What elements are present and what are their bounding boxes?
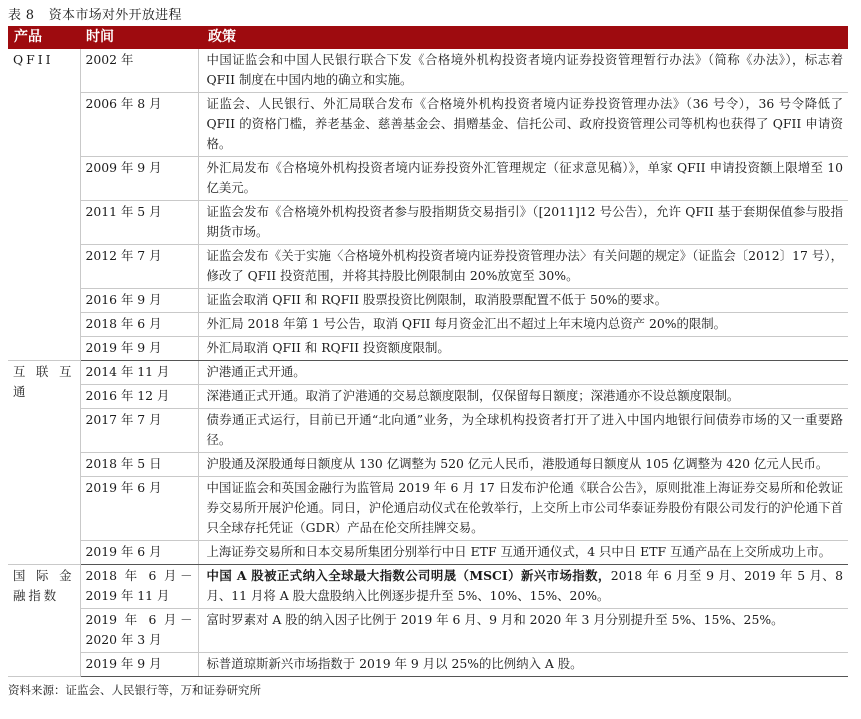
policy-text: 证监会、人民银行、外汇局联合发布《合格境外机构投资者境内证券投资管理办法》（36 号令），36 号令降低了 QFII 的资格门槛，养老基金、慈善基金会、捐赠基金、信托公司、政府投资管理公司等机构也获得了 QFII 申请资格。 xyxy=(206,96,843,151)
table-row xyxy=(8,289,848,313)
time-cell: 2012 年 7 月 xyxy=(80,245,198,289)
policy-text: 证监会取消 QFII 和 RQFII 股票投资比例限制，取消股票配置不低于 50%的要求。 xyxy=(206,292,668,307)
policy-cell xyxy=(198,337,848,361)
header-product: 产品 xyxy=(8,26,80,49)
table-row xyxy=(8,201,848,245)
policy-text: 外汇局 2018 年第 1 号公告，取消 QFII 每月资金汇出不超过上年末境内总资产 20%的限制。 xyxy=(206,316,727,331)
time-cell: 2019 年 6 月 xyxy=(80,541,198,565)
table-row xyxy=(8,313,848,337)
product-cell: QFII xyxy=(8,49,80,361)
policy-text: 2018 年 6 月至 9 月、2019 年 5 月、8 月、11 月将 A 股大盘股纳入比例逐步提升至 5%、10%、15%、20%。 xyxy=(206,568,844,603)
policy-text: 中国证监会和英国金融行为监管局 2019 年 6 月 17 日发布沪伦通《联合公告》，原则批准上海证券交易所和伦敦证券交易所开展沪伦通。同日，沪伦通启动仪式在伦敦举行，上交所上市公司华泰证券股份有限公司发行的沪伦通下首只全球存托凭证（GDR）产品在伦交所挂牌交易。 xyxy=(206,480,843,535)
time-cell: 2018 年 6 月－2019 年 11 月 xyxy=(80,565,198,609)
document-page xyxy=(8,6,848,699)
policy-text: 外汇局取消 QFII 和 RQFII 投资额度限制。 xyxy=(206,340,450,355)
policy-text: 沪港通正式开通。 xyxy=(206,364,306,379)
time-cell: 2014 年 11 月 xyxy=(80,361,198,385)
policy-text: 中国证监会和中国人民银行联合下发《合格境外机构投资者境内证券投资管理暂行办法》（简称《办法》），标志着 QFII 制度在中国内地的确立和实施。 xyxy=(206,52,843,87)
time-cell: 2016 年 12 月 xyxy=(80,385,198,409)
policy-cell xyxy=(198,541,848,565)
header-time: 时间 xyxy=(80,26,198,49)
policy-cell xyxy=(198,289,848,313)
time-cell: 2002 年 xyxy=(80,49,198,93)
policy-text: 标普道琼斯新兴市场指数于 2019 年 9 月以 25%的比例纳入 A 股。 xyxy=(206,656,583,671)
table-row xyxy=(8,337,848,361)
policy-text: 债券通正式运行，目前已开通“北向通”业务，为全球机构投资者打开了进入中国内地银行间债券市场的又一重要路径。 xyxy=(206,412,843,447)
policy-cell xyxy=(198,477,848,541)
table-row xyxy=(8,385,848,409)
table-row xyxy=(8,565,848,609)
table-row xyxy=(8,245,848,289)
table-row xyxy=(8,477,848,541)
product-cell: 互联互通 xyxy=(8,361,80,565)
policy-cell xyxy=(198,565,848,609)
time-cell: 2016 年 9 月 xyxy=(80,289,198,313)
header-policy: 政策 xyxy=(198,26,848,49)
table-body xyxy=(8,49,848,677)
policy-text: 证监会发布《合格境外机构投资者参与股指期货交易指引》（[2011]12 号公告），允许 QFII 基于套期保值参与股指期货市场。 xyxy=(206,204,843,239)
table-row xyxy=(8,409,848,453)
time-cell: 2009 年 9 月 xyxy=(80,157,198,201)
policy-bold-text: 中国 A 股被正式纳入全球最大指数公司明晟（MSCI）新兴市场指数， xyxy=(206,568,611,583)
policy-cell xyxy=(198,313,848,337)
time-cell: 2019 年 6 月－2020 年 3 月 xyxy=(80,609,198,653)
policy-text: 沪股通及深股通每日额度从 130 亿调整为 520 亿元人民币，港股通每日额度从 105 亿调整为 420 亿元人民币。 xyxy=(206,456,829,471)
policy-cell xyxy=(198,409,848,453)
time-cell: 2006 年 8 月 xyxy=(80,93,198,157)
table-row xyxy=(8,93,848,157)
table-row xyxy=(8,361,848,385)
time-cell: 2019 年 9 月 xyxy=(80,653,198,677)
policy-cell xyxy=(198,49,848,93)
table-row xyxy=(8,49,848,93)
time-cell: 2017 年 7 月 xyxy=(80,409,198,453)
policy-text: 外汇局发布《合格境外机构投资者境内证券投资外汇管理规定（征求意见稿）》，单家 QFII 申请投资额上限增至 10 亿美元。 xyxy=(206,160,843,195)
policy-cell xyxy=(198,157,848,201)
time-cell: 2018 年 5 日 xyxy=(80,453,198,477)
table-row xyxy=(8,157,848,201)
policy-table xyxy=(8,26,848,677)
time-cell: 2019 年 6 月 xyxy=(80,477,198,541)
policy-cell xyxy=(198,93,848,157)
policy-text: 富时罗素对 A 股的纳入因子比例于 2019 年 6 月、9 月和 2020 年 3 月分别提升至 5%、15%、25%。 xyxy=(206,612,784,627)
time-cell: 2018 年 6 月 xyxy=(80,313,198,337)
policy-cell xyxy=(198,653,848,677)
policy-text: 深港通正式开通。取消了沪港通的交易总额度限制，仅保留每日额度；深港通亦不设总额度限制。 xyxy=(206,388,740,403)
table-title: 资本市场对外开放进程 xyxy=(48,8,182,23)
time-cell: 2011 年 5 月 xyxy=(80,201,198,245)
policy-cell xyxy=(198,245,848,289)
policy-cell xyxy=(198,385,848,409)
table-row xyxy=(8,453,848,477)
policy-cell xyxy=(198,361,848,385)
policy-cell xyxy=(198,453,848,477)
policy-cell xyxy=(198,609,848,653)
table-caption xyxy=(8,6,848,26)
table-row xyxy=(8,541,848,565)
table-row xyxy=(8,609,848,653)
source-note: 资料来源：证监会、人民银行等，万和证券研究所 xyxy=(8,683,261,697)
table-header-row xyxy=(8,26,848,49)
policy-text: 证监会发布《关于实施〈合格境外机构投资者境内证券投资管理办法〉有关问题的规定》（证监会〔2012〕17 号），修改了 QFII 投资范围，并将其持股比例限制由 20%放宽至 30%。 xyxy=(206,248,843,283)
policy-text: 上海证券交易所和日本交易所集团分别举行中日 ETF 互通开通仪式，4 只中日 ETF 互通产品在上交所成功上市。 xyxy=(206,544,832,559)
table-row xyxy=(8,653,848,677)
table-number: 表 8 xyxy=(8,8,35,23)
policy-cell xyxy=(198,201,848,245)
product-cell: 国际金融指数 xyxy=(8,565,80,677)
time-cell: 2019 年 9 月 xyxy=(80,337,198,361)
